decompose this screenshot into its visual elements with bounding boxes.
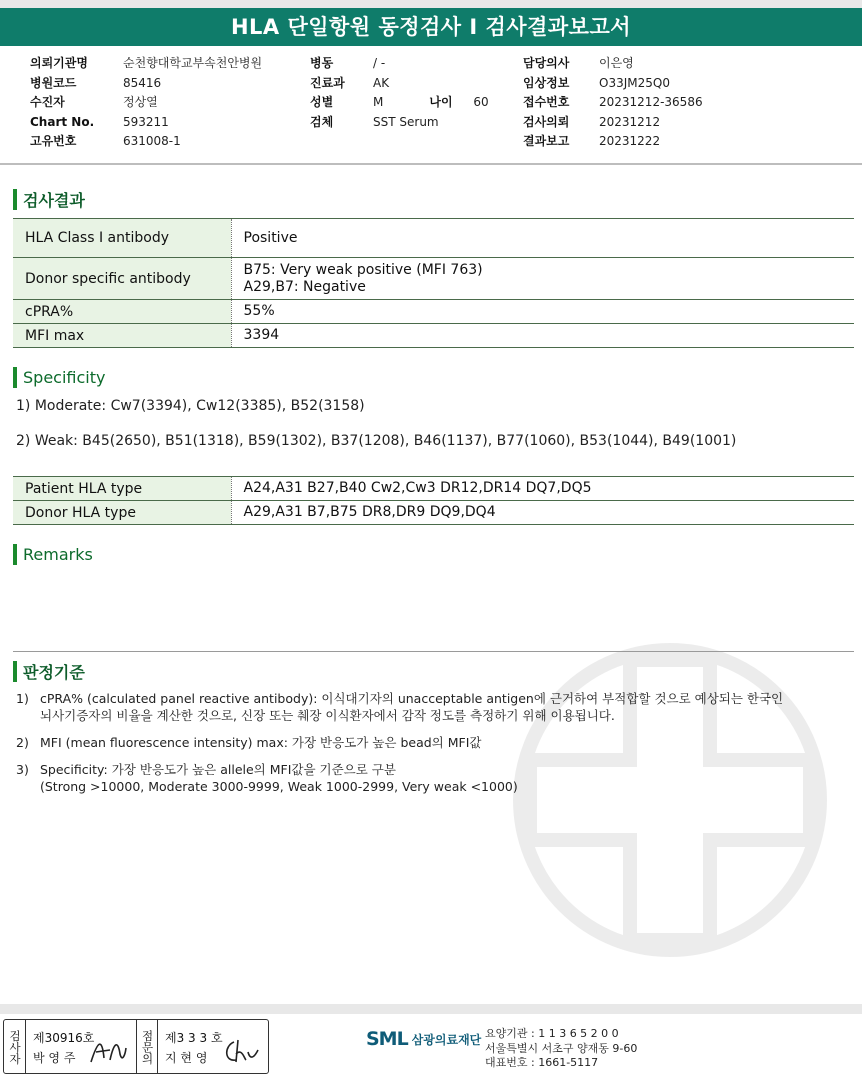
result-value: Positive [231,219,854,258]
heading-bar [13,661,17,682]
heading-bar [13,189,17,210]
info-row-hospital-code [30,74,262,94]
info-row-sex-age [310,93,489,113]
info-row-receipt-no [523,93,703,113]
specificity-heading [13,367,105,388]
criteria-line: cPRA% (calculated panel reactive antibody): 이식대기자의 unacceptable antigen에 근거하여 부적합할 것으로 예상되는 한국인 [40,691,784,706]
info-value: AK [373,75,390,90]
hla-value: A29,A31 B7,B75 DR8,DR9 DQ9,DQ4 [231,501,854,525]
hla-value: A24,A31 B27,B40 Cw2,Cw3 DR12,DR14 DQ7,DQ5 [231,477,854,501]
info-label: 검체 [310,114,334,129]
results-heading-text: 검사결과 [23,191,85,210]
inspector-label-text: 검사자 [8,1030,22,1065]
info-row-chart-no [30,113,262,133]
info-value: / - [373,56,386,70]
info-value: 593211 [123,114,169,129]
reviewer-name: 지 현 영 [165,1051,208,1065]
info-row-clinical [523,74,703,94]
result-value [231,258,854,300]
result-value: 3394 [231,324,854,348]
table-row [13,219,854,258]
contact-info [485,1027,637,1071]
dsa-line-2: A29,B7: Negative [243,278,366,295]
results-table [13,218,854,348]
inspector-cell [26,1020,136,1073]
criteria-line: 뇌사기증자의 비율을 계산한 것으로, 신장 또는 췌장 이식환자에서 감작 정도를 측정하기 위해 이용됩니다. [40,708,615,723]
info-label: 고유번호 [30,134,77,148]
info-value: O33JM25Q0 [599,75,670,90]
info-value: 20231212 [599,114,661,129]
specificity-moderate: 1) Moderate: Cw7(3394), Cw12(3385), B52(3158) [16,398,365,414]
info-row-dept [310,74,489,94]
patient-info-col2 [310,54,489,132]
inspector-signature-icon [88,1036,128,1066]
dsa-line-1: B75: Very weak positive (MFI 763) [243,261,483,278]
info-row-ward [310,54,489,74]
info-label: 검사의뢰 [523,114,570,129]
patient-info-col3 [523,54,703,152]
info-row-report-date [523,132,703,152]
info-row-specimen [310,113,489,133]
criteria-item [16,690,783,724]
info-value: 60 [473,95,489,109]
info-label: 성별 [310,95,334,109]
specificity-weak: 2) Weak: B45(2650), B51(1318), B59(1302), B37(1208), B46(1137), B77(1060), B53(1044), B49(1001) [16,433,737,449]
info-label: 담당의사 [523,56,570,70]
info-value: 순천향대학교부속천안병원 [123,56,263,70]
inspector-name: 박 영 주 [33,1051,76,1065]
signature-box [3,1019,269,1074]
criteria-heading-text: 판정기준 [23,663,85,682]
remarks-heading-text: Remarks [23,545,93,564]
divider [13,651,854,652]
info-label: 병동 [310,56,334,70]
info-label: 병원코드 [30,75,77,90]
info-value: 이은영 [599,56,634,70]
top-band [0,0,862,8]
contact-line: 요양기관 : 1 1 3 6 5 2 0 0 [485,1027,619,1040]
patient-info-col1 [30,54,262,152]
result-key: Donor specific antibody [13,258,231,300]
criteria-item [16,761,783,795]
info-label: 진료과 [310,75,345,90]
sml-logo [366,1028,481,1050]
info-row-doctor [523,54,703,74]
table-row [13,300,854,324]
contact-line: 서울특별시 서초구 양재동 9-60 [485,1041,638,1055]
criteria-line: MFI (mean fluorescence intensity) max: 가장 반응도가 높은 bead의 MFI값 [40,735,482,750]
result-key: MFI max [13,324,231,348]
criteria-line: (Strong >10000, Moderate 3000-9999, Weak 1000-2999, Very weak <1000) [40,779,518,794]
hla-key: Donor HLA type [13,501,231,525]
info-label: 의뢰기관명 [30,56,88,70]
logo-mark: SML [366,1028,408,1050]
info-value: SST Serum [373,114,439,129]
info-value: 정상열 [123,95,158,109]
info-row-request-date [523,113,703,133]
info-label: 임상정보 [523,75,570,90]
inspector-label [4,1020,26,1073]
reviewer-cell [158,1020,268,1073]
hla-type-table [13,476,854,525]
result-key: HLA Class I antibody [13,219,231,258]
table-row [13,477,854,501]
divider [0,163,862,165]
info-value: 631008-1 [123,134,181,148]
criteria-num: 1) [16,691,29,706]
table-row [13,258,854,300]
info-label: 접수번호 [523,95,570,109]
info-value: 85416 [123,75,162,90]
specificity-heading-text: Specificity [23,368,106,387]
info-value: 20231222 [599,134,661,148]
result-key: cPRA% [13,300,231,324]
result-value: 55% [231,300,854,324]
info-row-patient [30,93,262,113]
hla-key: Patient HLA type [13,477,231,501]
remarks-heading [13,544,93,565]
info-row-institution [30,54,262,74]
reviewer-license: 제3 3 3 호 [165,1031,223,1045]
info-value: 20231212-36586 [599,95,703,109]
table-row [13,501,854,525]
heading-bar [13,544,17,565]
criteria-num: 3) [16,762,29,777]
footer-band [0,1004,862,1014]
criteria-item [16,734,783,751]
reviewer-signature-icon [220,1036,260,1066]
reviewer-label [136,1020,158,1073]
info-label: Chart No. [30,114,95,129]
criteria-num: 2) [16,735,29,750]
info-label: 나이 [429,95,453,109]
org-name: 삼광의료재단 [411,1032,482,1047]
reviewer-label-text: 점문의 [140,1030,155,1065]
contact-line: 대표번호 : 1661-5117 [485,1056,599,1069]
results-heading [13,188,85,211]
heading-bar [13,367,17,388]
criteria-heading [13,660,85,683]
info-value: M [373,95,384,109]
table-row [13,324,854,348]
criteria-line: Specificity: 가장 반응도가 높은 allele의 MFI값을 기준으로 구분 [40,762,396,777]
criteria-list [16,690,783,795]
info-row-unique-id [30,132,262,152]
inspector-license: 제30916호 [33,1031,95,1045]
info-label: 결과보고 [523,134,570,148]
info-label: 수진자 [30,95,65,109]
report-title: HLA 단일항원 동정검사 I 검사결과보고서 [0,8,862,46]
